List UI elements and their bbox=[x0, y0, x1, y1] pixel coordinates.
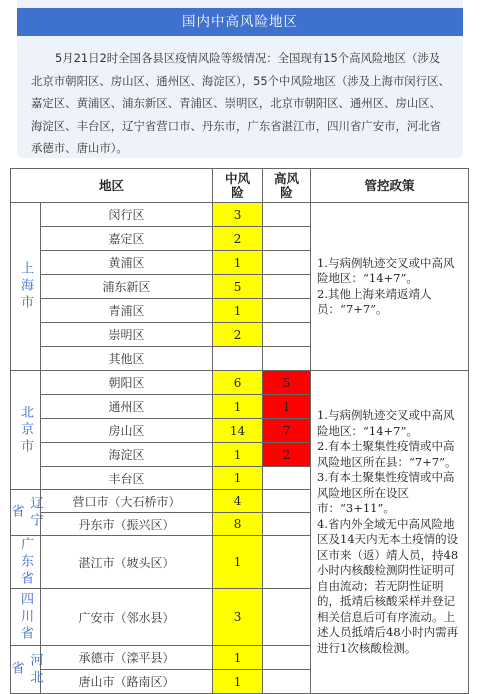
mid-risk-cell: 8 bbox=[213, 513, 263, 536]
mid-risk-cell bbox=[213, 347, 263, 371]
table-row bbox=[11, 203, 469, 227]
province-cell: 四川省 bbox=[11, 589, 41, 646]
mid-risk-cell: 5 bbox=[213, 275, 263, 299]
mid-risk-cell: 1 bbox=[213, 251, 263, 275]
mid-risk-cell: 3 bbox=[213, 589, 263, 646]
table-header-row bbox=[11, 169, 469, 203]
high-risk-cell bbox=[263, 467, 311, 490]
district-cell: 朝阳区 bbox=[41, 371, 213, 395]
mid-risk-cell: 6 bbox=[213, 371, 263, 395]
mid-risk-cell: 1 bbox=[213, 646, 263, 670]
district-cell: 湛江市（坡头区） bbox=[41, 536, 213, 589]
high-risk-cell bbox=[263, 275, 311, 299]
district-cell: 闵行区 bbox=[41, 203, 213, 227]
mid-risk-cell: 1 bbox=[213, 443, 263, 467]
policy-item: 1.与病例轨迹交叉或中高风险地区：“14+7”。 bbox=[317, 408, 455, 438]
policy-shanghai bbox=[311, 203, 469, 371]
mid-risk-cell: 1 bbox=[213, 395, 263, 419]
table-row bbox=[11, 371, 469, 395]
high-risk-cell: 1 bbox=[263, 395, 311, 419]
policy-item: 1.与病例轨迹交叉或中高风险地区：“14+7”。 bbox=[317, 255, 455, 285]
district-cell: 丹东市（振兴区） bbox=[41, 513, 213, 536]
district-cell: 青浦区 bbox=[41, 299, 213, 323]
district-cell: 海淀区 bbox=[41, 443, 213, 467]
province-cell: 河北省 bbox=[11, 646, 41, 694]
mid-risk-cell: 1 bbox=[213, 536, 263, 589]
mid-risk-cell: 1 bbox=[213, 299, 263, 323]
risk-table bbox=[10, 168, 469, 694]
province-cell: 辽宁省 bbox=[11, 490, 41, 536]
policy-item: 4.省内外全域无中高风险地区及14天内无本土疫情的设区市来（返）靖人员，持48小时内核酸检测阴性证明可自由流动；若无阴性证明的，抵靖后核酸采样并登记相关信息后可有序流动。上述人员抵靖后48小时内需再进行1次核酸检测。 bbox=[317, 516, 459, 655]
mid-risk-cell: 14 bbox=[213, 419, 263, 443]
high-risk-cell bbox=[263, 227, 311, 251]
district-cell: 通州区 bbox=[41, 395, 213, 419]
district-cell: 黄浦区 bbox=[41, 251, 213, 275]
header-region: 地区 bbox=[11, 169, 213, 203]
high-risk-cell: 2 bbox=[263, 443, 311, 467]
district-cell: 丰台区 bbox=[41, 467, 213, 490]
district-cell: 嘉定区 bbox=[41, 227, 213, 251]
header-policy: 管控政策 bbox=[311, 169, 469, 203]
mid-risk-cell: 2 bbox=[213, 227, 263, 251]
high-risk-cell: 7 bbox=[263, 419, 311, 443]
policy-other bbox=[311, 371, 469, 694]
high-risk-cell bbox=[263, 299, 311, 323]
header-mid: 中风 险 bbox=[213, 169, 263, 203]
district-cell: 房山区 bbox=[41, 419, 213, 443]
province-cell: 广东省 bbox=[11, 536, 41, 589]
intro-text: 5月21日2时全国各县区疫情风险等级情况：全国现有15个高风险地区（涉及北京市朝阳区、房山区、通州区、海淀区），55个中风险地区（涉及上海市闵行区、嘉定区、黄浦区、浦东新区、青浦区、崇明区，北京市朝阳区、通州区、房山区、海淀区、丰台区，辽宁省营口市、丹东市，广东省湛江市，四川省广安市，河北省承德市、唐山市）。 bbox=[31, 51, 450, 155]
high-risk-cell bbox=[263, 347, 311, 371]
banner-title: 国内中高风险地区 bbox=[17, 8, 463, 36]
district-cell: 广安市（邻水县） bbox=[41, 589, 213, 646]
high-risk-cell bbox=[263, 589, 311, 646]
mid-risk-cell: 4 bbox=[213, 490, 263, 513]
high-risk-cell bbox=[263, 490, 311, 513]
high-risk-cell bbox=[263, 203, 311, 227]
district-cell: 承德市（滦平县） bbox=[41, 646, 213, 670]
district-cell: 崇明区 bbox=[41, 323, 213, 347]
province-cell: 北京市 bbox=[11, 371, 41, 490]
mid-risk-cell: 1 bbox=[213, 467, 263, 490]
district-cell: 营口市（大石桥市） bbox=[41, 490, 213, 513]
district-cell: 唐山市（路南区） bbox=[41, 670, 213, 694]
high-risk-cell bbox=[263, 513, 311, 536]
high-risk-cell: 5 bbox=[263, 371, 311, 395]
mid-risk-cell: 1 bbox=[213, 670, 263, 694]
district-cell: 浦东新区 bbox=[41, 275, 213, 299]
high-risk-cell bbox=[263, 670, 311, 694]
mid-risk-cell: 3 bbox=[213, 203, 263, 227]
district-cell: 其他区 bbox=[41, 347, 213, 371]
policy-item: 3.有本土聚集性疫情或中高风险地区所在设区市：“3+11”。 bbox=[317, 470, 455, 515]
mid-risk-cell: 2 bbox=[213, 323, 263, 347]
province-cell: 上海市 bbox=[11, 203, 41, 371]
policy-item: 2.其他上海来靖返靖人员：“7+7”。 bbox=[317, 286, 432, 316]
high-risk-cell bbox=[263, 536, 311, 589]
high-risk-cell bbox=[263, 646, 311, 670]
high-risk-cell bbox=[263, 251, 311, 275]
high-risk-cell bbox=[263, 323, 311, 347]
header-high: 高风 险 bbox=[263, 169, 311, 203]
intro-card bbox=[17, 0, 463, 158]
policy-item: 2.有本土聚集性疫情或中高风险地区所在县：“7+7”。 bbox=[317, 439, 457, 469]
